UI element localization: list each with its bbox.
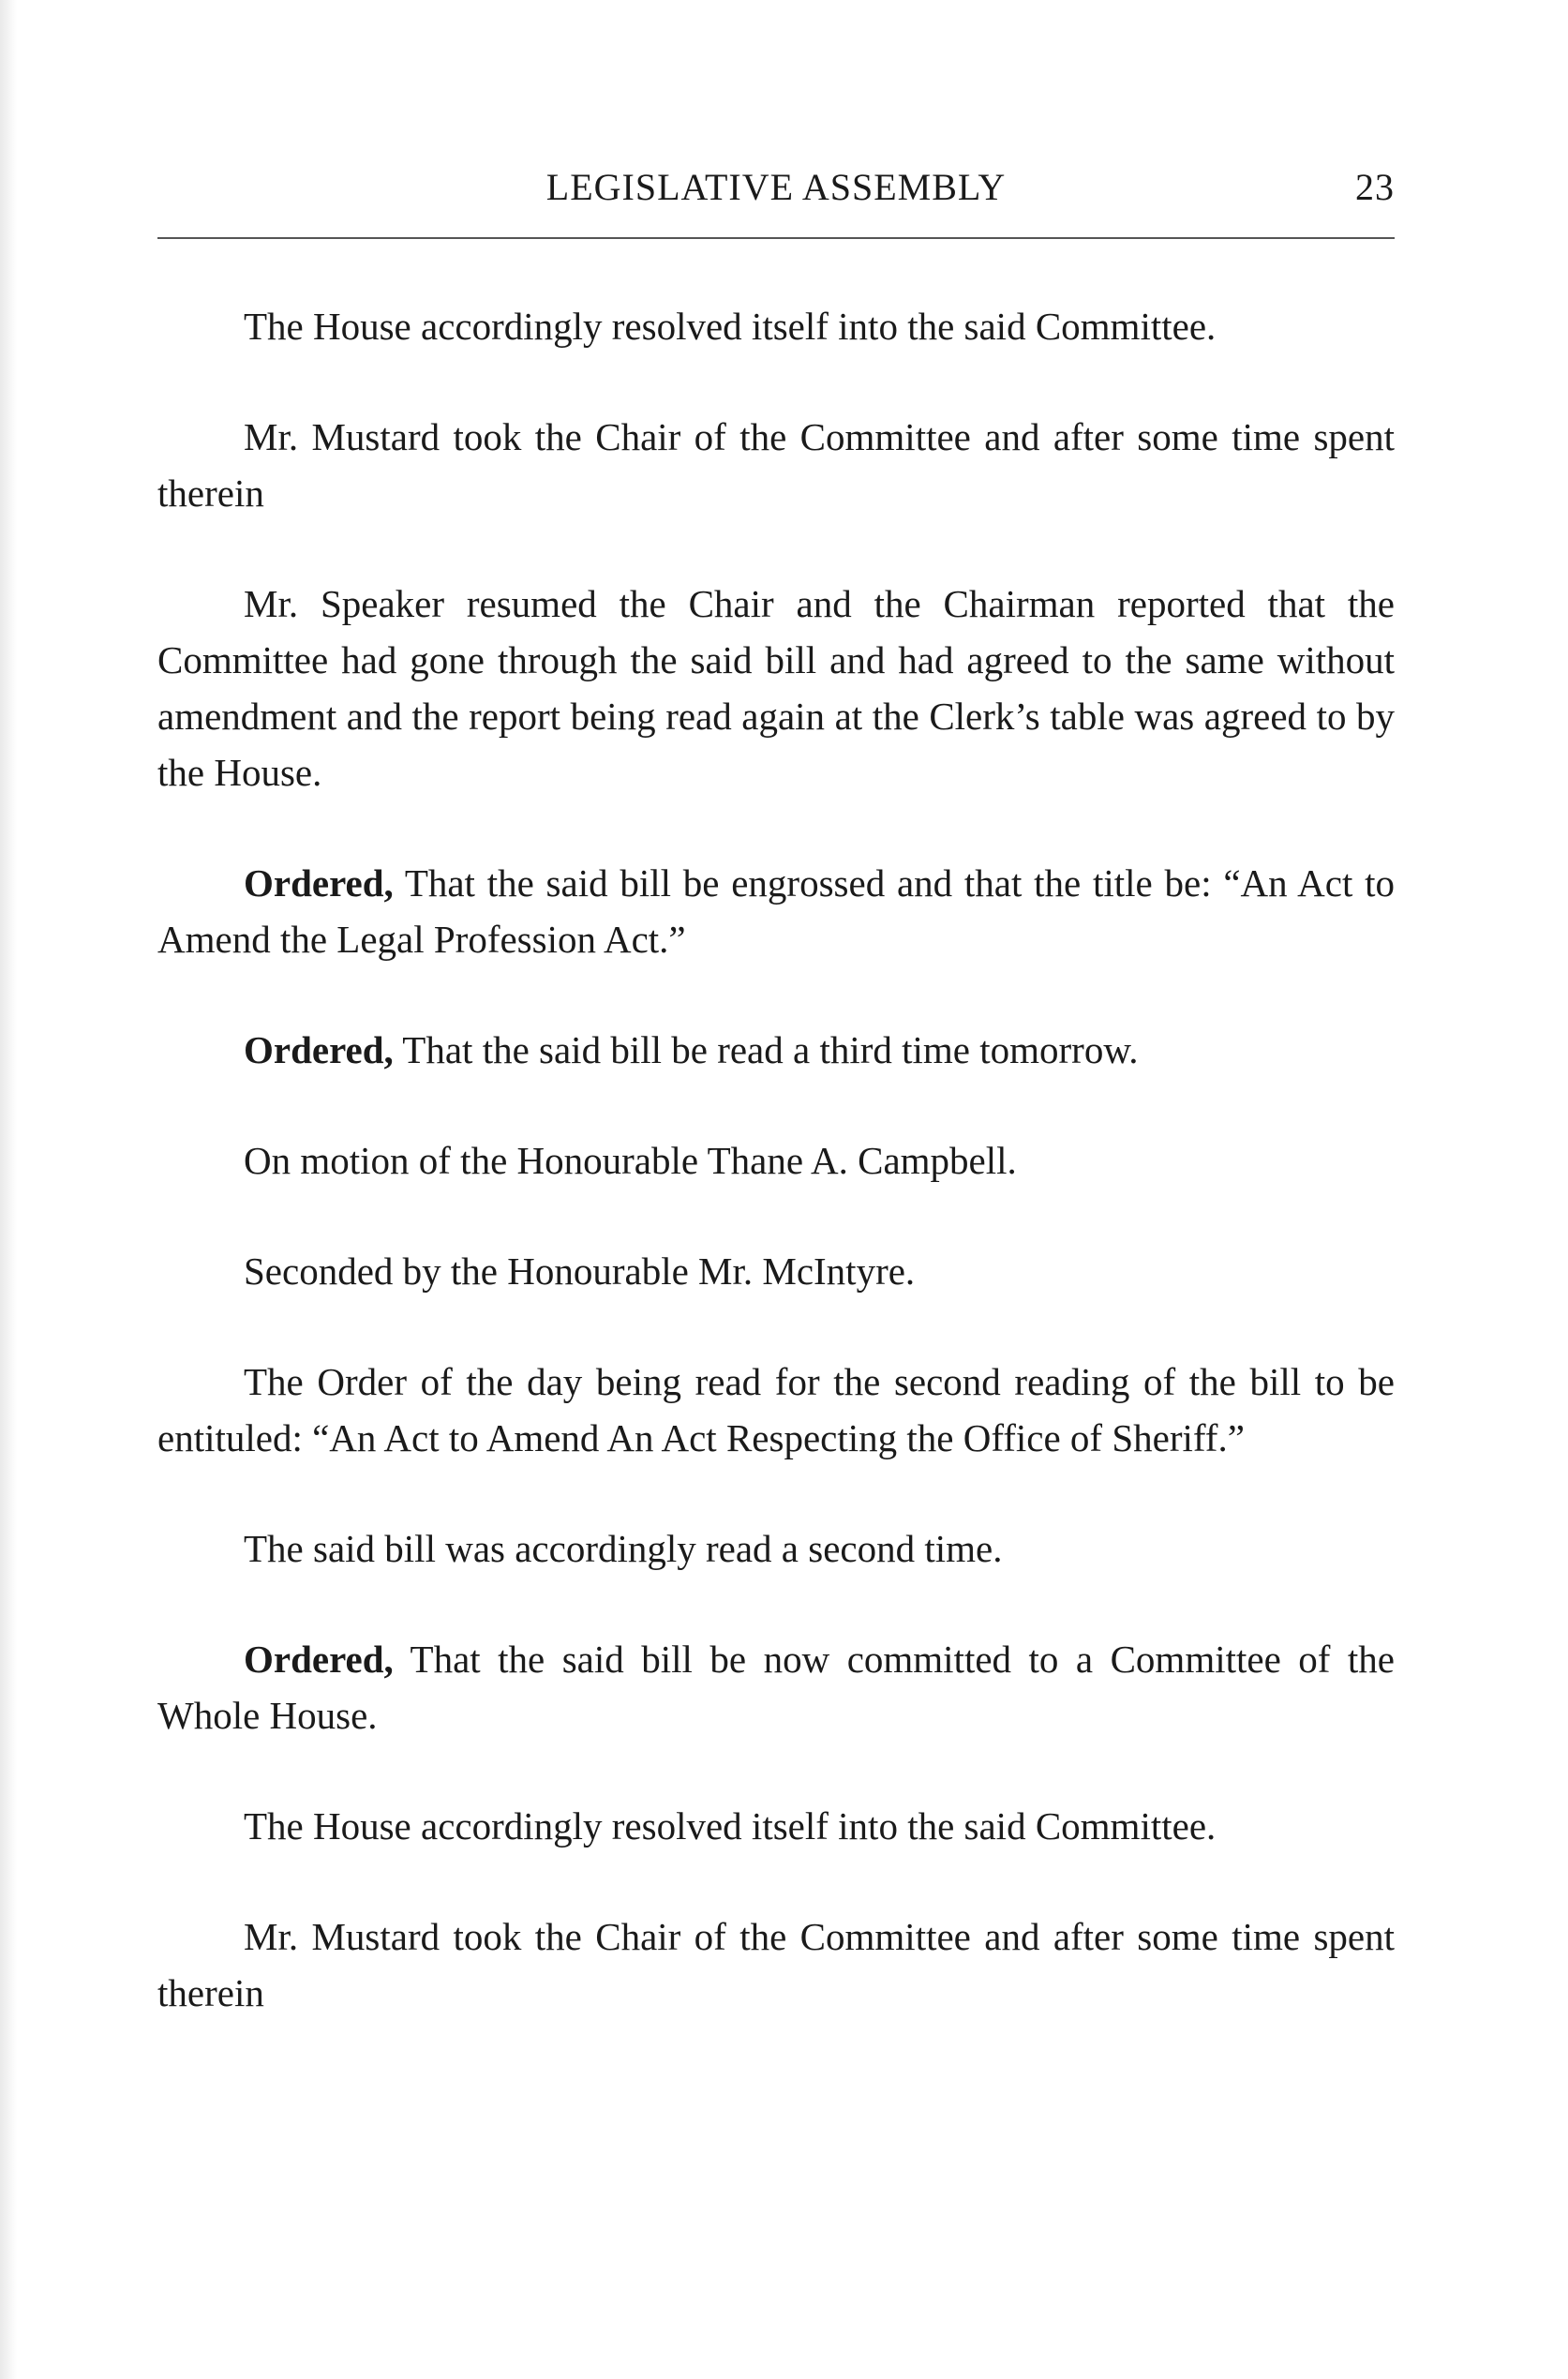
page-gutter-shade: [0, 0, 17, 2379]
ordered-label: Ordered,: [244, 861, 394, 905]
paragraph: The House accordingly resolved itself into the said Committee.: [244, 1804, 1217, 1848]
running-header: [157, 165, 1395, 221]
paragraph: Seconded by the Honourable Mr. McIntyre.: [244, 1249, 916, 1293]
paragraph: The Order of the day being read for the second reading of the bill to be entituled: “An Act to Amend An Act Respecting the Office of Sheriff.”: [157, 1360, 1395, 1459]
paragraph: On motion of the Honourable Thane A. Campbell.: [244, 1139, 1017, 1182]
paragraph: Mr. Speaker resumed the Chair and the Chairman reported that the Committee had gone through the said bill and had agreed to the same without amendment and the report being read again at the Clerk’s table was agreed to by the House.: [157, 582, 1395, 794]
paragraph-ordered: Ordered, That the said bill be now committed to a Committee of the Whole House.: [157, 1638, 1395, 1737]
ordered-label: Ordered,: [244, 1638, 394, 1681]
paragraph: Mr. Mustard took the Chair of the Committee and after some time spent therein: [157, 415, 1395, 515]
paragraph-ordered: Ordered, That the said bill be engrossed and that the title be: “An Act to Amend the Legal Profession Act.”: [157, 861, 1395, 961]
paragraph-ordered: Ordered, That the said bill be read a third time tomorrow.: [244, 1028, 1139, 1071]
header-rule: [157, 237, 1395, 239]
paragraph: The House accordingly resolved itself into the said Committee.: [244, 305, 1217, 348]
page-number: 23: [1355, 166, 1395, 208]
body-text: [157, 298, 1395, 2075]
paragraph: Mr. Mustard took the Chair of the Committee and after some time spent therein: [157, 1915, 1395, 2014]
paragraph: The said bill was accordingly read a second time.: [244, 1527, 1003, 1570]
header-title: LEGISLATIVE ASSEMBLY: [545, 166, 1007, 208]
ordered-label: Ordered,: [244, 1028, 394, 1071]
